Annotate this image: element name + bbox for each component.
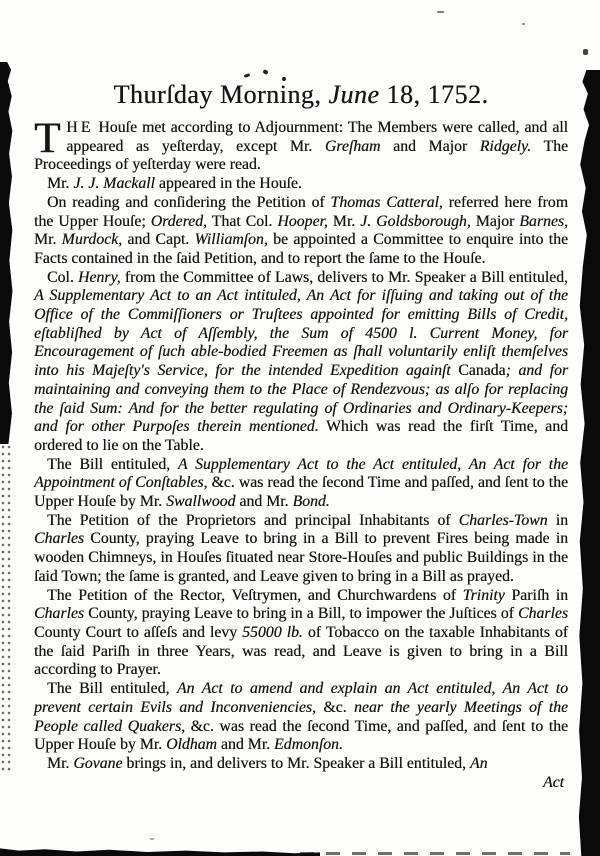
text-segment: County Court to aſſeſs and levy bbox=[34, 623, 243, 641]
text-segment: County, praying Leave to bring in a Bill to prevent Fires being made in wooden Chimneys, in Houſes ſituated near Store-Houſes and public Buildings in the ſaid Town; the ſame is granted, and Leave given to bring in a Bill as prayed. bbox=[34, 530, 568, 585]
text-segment: Charles bbox=[34, 530, 85, 548]
text-segment: HE bbox=[66, 119, 94, 136]
paragraph bbox=[34, 115, 569, 175]
text-segment: 18, 1752. bbox=[379, 80, 489, 109]
paragraph bbox=[34, 175, 568, 194]
text-segment: and Mr. bbox=[216, 736, 275, 754]
text-segment: Charles bbox=[517, 605, 568, 623]
text-segment: June bbox=[328, 80, 380, 109]
text-segment: near the yearly Meetings of the People called Quakers, bbox=[34, 698, 568, 735]
text-segment: &c. was read the ſecond Time and paſſed, and ſent to the Upper Houſe by Mr. bbox=[34, 474, 568, 511]
ink-speck bbox=[522, 23, 525, 25]
ink-speck bbox=[150, 838, 154, 840]
ink-speck bbox=[244, 73, 251, 78]
text-segment: Bond. bbox=[292, 493, 330, 511]
text-segment: Thurſday Morning, bbox=[113, 80, 329, 109]
paragraph bbox=[34, 587, 568, 681]
dropcap-letter: T bbox=[34, 115, 61, 162]
scan-edge-left bbox=[0, 62, 13, 444]
paragraph bbox=[34, 512, 568, 587]
text-segment: Charles-Town bbox=[458, 511, 548, 529]
scan-edge-right bbox=[578, 70, 600, 856]
document-body bbox=[34, 115, 569, 774]
text-segment: Major bbox=[470, 212, 520, 230]
text-segment: and Capt. bbox=[122, 231, 195, 249]
text-segment: &c. was read the ſecond Time, and paſſed, and ſent to the Upper Houſe by Mr. bbox=[34, 717, 568, 754]
paragraph bbox=[34, 680, 568, 755]
text-segment: Barnes, bbox=[519, 212, 568, 230]
text-segment: referred here from the Upper Houſe; bbox=[34, 193, 568, 230]
text-segment: in bbox=[547, 511, 568, 529]
text-segment: Williamſon, bbox=[194, 231, 268, 249]
text-segment: from the Committee of Laws, delivers to Mr. Speaker a Bill entituled, bbox=[120, 268, 568, 286]
text-segment: brings in, and delivers to Mr. Speaker a Bill entituled, bbox=[122, 754, 470, 772]
text-segment: Greſham bbox=[324, 137, 381, 155]
text-segment: Hooper, bbox=[277, 212, 328, 230]
text-segment: J. Goldsborough, bbox=[360, 212, 471, 230]
text-segment: On reading and conſidering the Petition of bbox=[47, 193, 331, 211]
text-segment: Trinity bbox=[462, 586, 505, 604]
text-segment: 55000 lb. bbox=[242, 623, 303, 641]
text-segment: An Act to amend and explain an Act entituled, An Act to prevent certain Evils and Inconveniencies, bbox=[34, 680, 568, 716]
text-segment: Edmonſon. bbox=[274, 736, 343, 754]
text-segment: J. J. Mackall bbox=[73, 175, 155, 193]
text-segment: Houſe met according to Adjournment: The Members were called, and all appeared as yeſterday, except Mr. bbox=[66, 119, 568, 155]
text-segment: Charles bbox=[34, 605, 85, 623]
text-segment: Swallwood bbox=[166, 493, 236, 511]
text-segment: Thomas Catteral, bbox=[330, 193, 443, 211]
text-segment: &c. bbox=[315, 698, 354, 716]
ink-speck bbox=[583, 49, 588, 55]
text-segment: The Petition of the Rector, Veſtrymen, and Churchwardens of bbox=[47, 586, 463, 604]
text-segment: County, praying Leave to bring in a Bill, to impower the Juſtices of bbox=[84, 605, 518, 623]
text-segment: ; and for maintaining and conveying them to the Place of Rendezvous; as alſo for replacing the ſaid Sum: And for the better regulating of Ordinaries and Ordinary-Keepers; and for other Purpoſes therein mentioned. bbox=[34, 362, 569, 436]
text-segment: Mr. bbox=[34, 231, 62, 249]
scan-edge-bottom bbox=[0, 847, 320, 856]
ink-speck bbox=[262, 69, 268, 75]
text-segment: Canada bbox=[458, 362, 506, 380]
paragraph bbox=[34, 194, 568, 269]
text-segment: The Proceedings of yeſterday were read. bbox=[34, 137, 569, 174]
text-segment: Pariſh in bbox=[504, 586, 568, 604]
text-segment: and Major bbox=[380, 137, 480, 155]
text-segment: Mr. bbox=[47, 754, 74, 772]
text-segment: A Supplementary Act to the Act entituled, An Act for the Appointment of Conſtables, bbox=[34, 455, 568, 492]
page-title bbox=[34, 80, 568, 110]
text-segment: An bbox=[469, 754, 488, 772]
text-segment: That Col. bbox=[207, 212, 278, 230]
scan-edge-bottom-dashes bbox=[300, 852, 570, 855]
ink-speck bbox=[437, 11, 444, 13]
paragraph bbox=[34, 456, 568, 512]
text-segment: The Bill entituled, bbox=[47, 455, 178, 473]
text-segment: appeared in the Houſe. bbox=[154, 175, 302, 193]
text-segment: Mr. bbox=[47, 175, 74, 193]
text-segment: Ridgely. bbox=[479, 137, 532, 155]
text-segment: of Tobacco on the taxable Inhabitants of the ſaid Pariſh in three Years, was read, and Leave is given to bring in a Bill according to Prayer. bbox=[34, 623, 569, 679]
text-segment: be appointed a Committee to enquire into the Facts contained in the ſaid Petition, and to report the ſame to the Houſe. bbox=[34, 231, 568, 267]
text-segment: The Petition of the Proprietors and principal Inhabitants of bbox=[47, 511, 459, 529]
text-segment: Ordered, bbox=[150, 212, 207, 230]
text-segment: Mr. bbox=[327, 212, 361, 230]
text-segment: and Mr. bbox=[235, 493, 293, 511]
text-segment: Henry, bbox=[77, 268, 121, 286]
text-segment: Govane bbox=[73, 754, 123, 772]
text-segment: Murdock, bbox=[61, 231, 123, 249]
text-segment: The Bill entituled, bbox=[47, 680, 177, 698]
text-segment: Which was read the firſt Time, and ordered to lie on the Table. bbox=[34, 418, 568, 454]
paragraph bbox=[34, 269, 568, 456]
text-segment: A Supplementary Act to an Act intituled, An Act for iſſuing and taking out of the Office of the Commiſſioners or Truſtees appointed for emitting Bills of Credit, eſtabliſhed by Act of Aſſembly, the Sum of 4500 l. Current Money, for Encouragement of ſuch able-bodied Freemen as ſhall voluntarily enliſt themſelves into his Majeſty's Service, for the intended Expedition againſt bbox=[34, 287, 568, 380]
text-segment: Col. bbox=[47, 268, 78, 286]
scan-edge-left-speckle bbox=[0, 444, 11, 774]
paragraph bbox=[34, 755, 568, 774]
text-segment: Oldham bbox=[166, 736, 217, 754]
text-block bbox=[34, 80, 568, 792]
catchword: Act bbox=[542, 773, 564, 791]
